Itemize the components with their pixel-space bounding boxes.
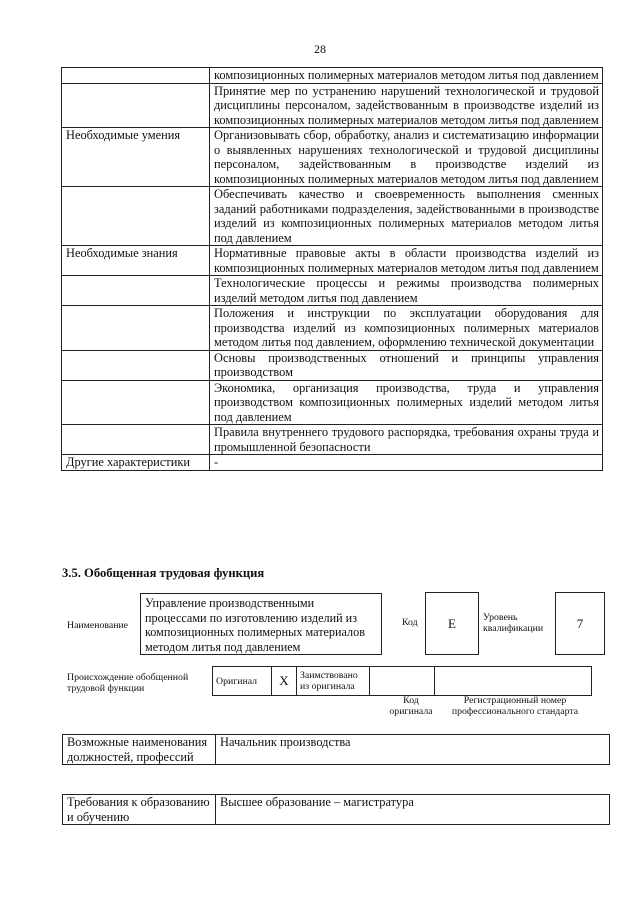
row-label bbox=[62, 380, 210, 425]
borrowed-label: Заимствовано из оригинала bbox=[297, 667, 370, 696]
row-label: Необходимые умения bbox=[62, 128, 210, 187]
table-row bbox=[62, 68, 603, 84]
row-label bbox=[62, 83, 210, 128]
table-row bbox=[62, 306, 603, 351]
code-value-box: E bbox=[425, 592, 479, 655]
table-row bbox=[62, 128, 603, 187]
origin-table bbox=[212, 666, 592, 696]
qualification-level-box: 7 bbox=[555, 592, 605, 655]
row-value: Нормативные правовые акты в области производства изделий из композиционных полимерных материалов методом литья под давлением bbox=[210, 246, 603, 276]
row-value: - bbox=[210, 455, 603, 471]
row-label bbox=[62, 187, 210, 246]
table-row bbox=[62, 276, 603, 306]
row-value: Организовывать сбор, обработку, анализ и систематизацию информации о выявленных нарушениях технологической и трудовой дисциплины персоналом, задействованным в производстве изделий из композиционных полимерных материалов методом литья под давлением bbox=[210, 128, 603, 187]
positions-value: Начальник производства bbox=[216, 735, 610, 765]
table-row bbox=[62, 350, 603, 380]
row-label: Другие характеристики bbox=[62, 455, 210, 471]
row-label bbox=[62, 350, 210, 380]
table-row bbox=[62, 380, 603, 425]
education-value: Высшее образование – магистратура bbox=[216, 795, 610, 825]
row-value: композиционных полимерных материалов методом литья под давлением bbox=[210, 68, 603, 84]
function-name-box: Управление производственными процессами по изготовлению изделий из композиционных полимерных материалов методом литья под давлением bbox=[140, 593, 382, 655]
row-value: Экономика, организация производства, труда и управления производством композиционных полимерных изделий методом литья под давлением bbox=[210, 380, 603, 425]
row-label: Необходимые знания bbox=[62, 246, 210, 276]
row-value: Основы производственных отношений и принципы управления производством bbox=[210, 350, 603, 380]
education-label: Требования к образованию и обучению bbox=[63, 795, 216, 825]
positions-label: Возможные наименования должностей, профессий bbox=[63, 735, 216, 765]
row-label bbox=[62, 306, 210, 351]
table-row bbox=[62, 187, 603, 246]
education-table bbox=[62, 794, 610, 825]
row-label bbox=[62, 425, 210, 455]
original-code-caption: Код оригинала bbox=[389, 695, 433, 717]
original-label: Оригинал bbox=[213, 667, 272, 696]
row-label bbox=[62, 68, 210, 84]
qualification-level-label: Уровень квалификации bbox=[483, 612, 544, 634]
row-value: Технологические процессы и режимы производства полимерных изделий методом литья под давлением bbox=[210, 276, 603, 306]
registration-number-caption: Регистрационный номер профессионального стандарта bbox=[451, 695, 579, 717]
table-row bbox=[62, 83, 603, 128]
positions-table bbox=[62, 734, 610, 765]
row-value: Принятие мер по устранению нарушений технологической и трудовой дисциплины персоналом, задействованным в производстве изделий из композиционных полимерных материалов методом литья под давлением bbox=[210, 83, 603, 128]
original-mark: X bbox=[272, 667, 297, 696]
row-value: Правила внутреннего трудового распорядка, требования охраны труда и промышленной безопасности bbox=[210, 425, 603, 455]
row-value: Положения и инструкции по эксплуатации оборудования для производства изделий из композиционных полимерных материалов методом литья под давлением, оформлению технической документации bbox=[210, 306, 603, 351]
row-value: Обеспечивать качество и своевременность выполнения сменных заданий работниками подразделения, задействованными в производстве изделий из композиционных полимерных материалов методом литья под давлением bbox=[210, 187, 603, 246]
name-label: Наименование bbox=[67, 620, 129, 631]
registration-number-cell bbox=[435, 667, 592, 696]
row-label bbox=[62, 276, 210, 306]
page-number: 28 bbox=[314, 42, 326, 56]
table-row bbox=[62, 455, 603, 471]
code-label: Код bbox=[402, 617, 418, 628]
table-row bbox=[62, 246, 603, 276]
section-title: 3.5. Обобщенная трудовая функция bbox=[62, 566, 265, 580]
competency-table bbox=[61, 67, 603, 471]
table-row bbox=[62, 425, 603, 455]
original-code-cell bbox=[370, 667, 435, 696]
origin-label: Происхождение обобщенной трудовой функции bbox=[67, 672, 189, 694]
